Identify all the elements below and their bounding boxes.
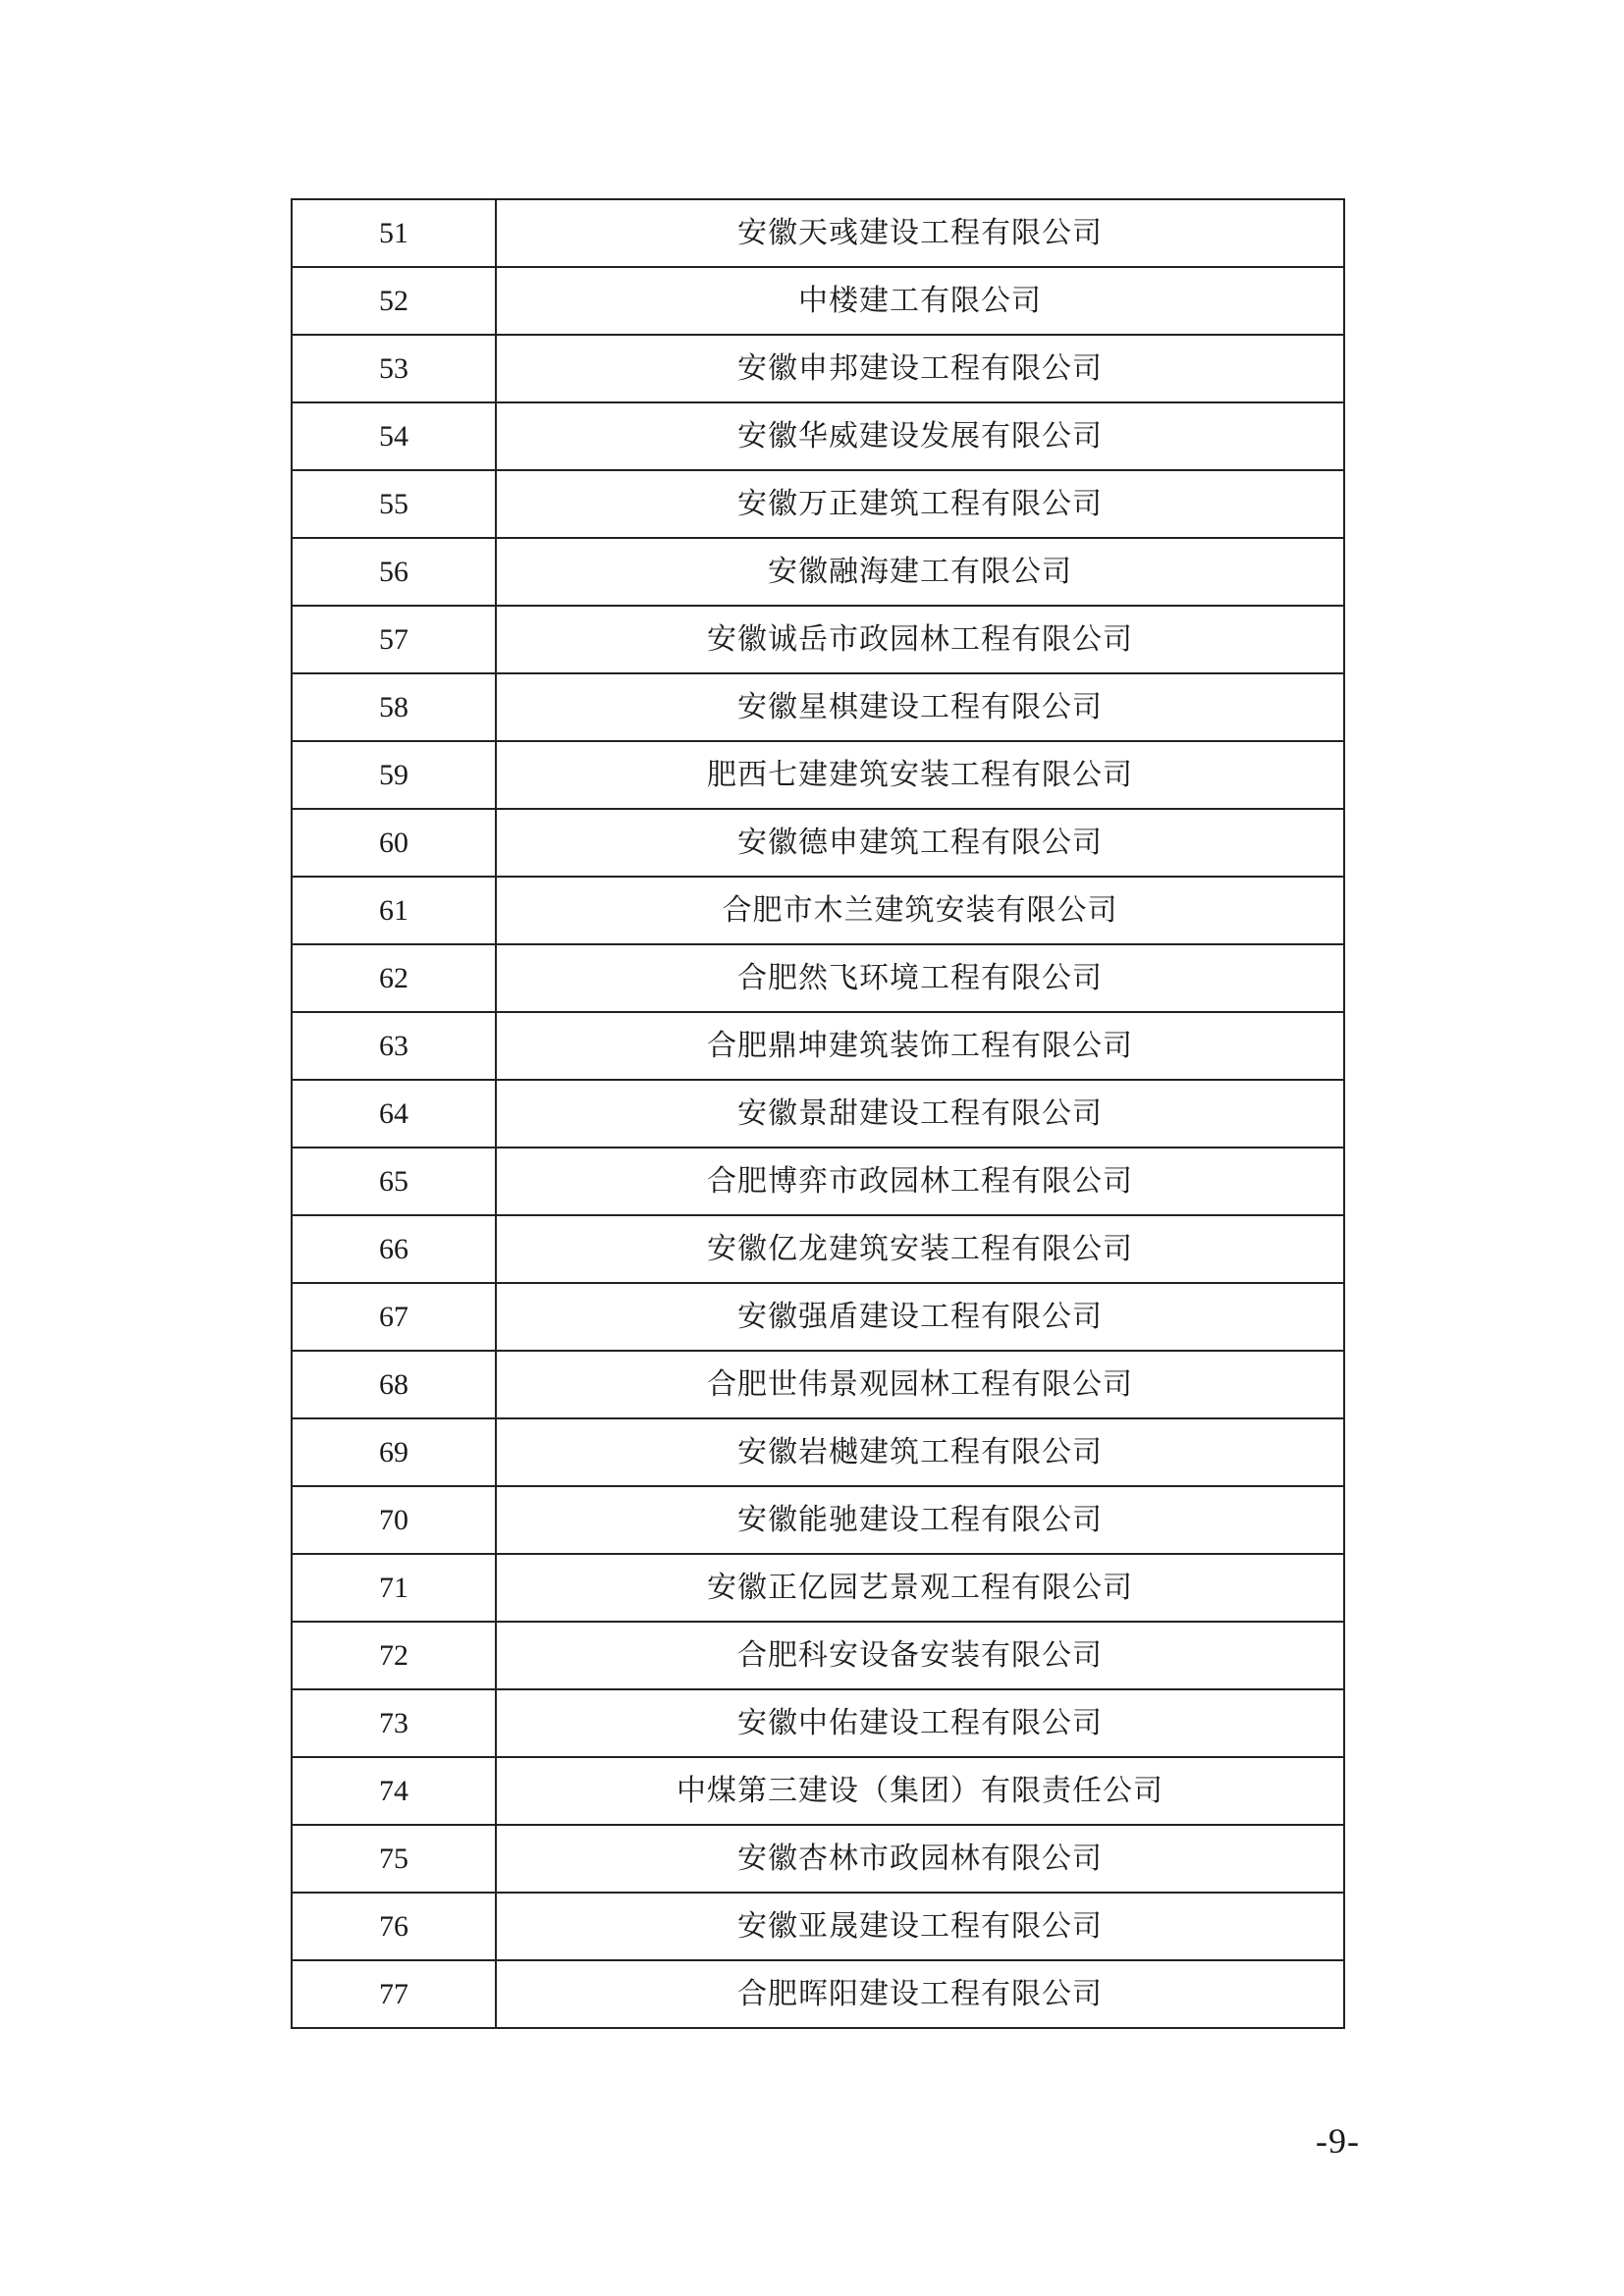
row-number: 51 <box>292 199 496 267</box>
row-number: 58 <box>292 673 496 741</box>
table-row <box>292 1689 1344 1757</box>
table-row <box>292 335 1344 402</box>
table-row <box>292 1757 1344 1825</box>
company-name: 合肥世伟景观园林工程有限公司 <box>496 1351 1344 1418</box>
company-list-table <box>291 198 1345 2029</box>
company-name: 安徽景甜建设工程有限公司 <box>496 1080 1344 1148</box>
table-row <box>292 1012 1344 1080</box>
table-row <box>292 877 1344 944</box>
company-name: 安徽星棋建设工程有限公司 <box>496 673 1344 741</box>
row-number: 62 <box>292 944 496 1012</box>
company-name: 合肥市木兰建筑安装有限公司 <box>496 877 1344 944</box>
table-row <box>292 1622 1344 1689</box>
table-row <box>292 1554 1344 1622</box>
row-number: 70 <box>292 1486 496 1554</box>
row-number: 67 <box>292 1283 496 1351</box>
company-name: 合肥科安设备安装有限公司 <box>496 1622 1344 1689</box>
company-name: 中楼建工有限公司 <box>496 267 1344 335</box>
table-row <box>292 1893 1344 1960</box>
company-name: 安徽天彧建设工程有限公司 <box>496 199 1344 267</box>
row-number: 56 <box>292 538 496 606</box>
company-name: 安徽杏林市政园林有限公司 <box>496 1825 1344 1893</box>
company-name: 安徽诚岳市政园林工程有限公司 <box>496 606 1344 673</box>
row-number: 63 <box>292 1012 496 1080</box>
table-row <box>292 199 1344 267</box>
table-row <box>292 470 1344 538</box>
company-name: 安徽中佑建设工程有限公司 <box>496 1689 1344 1757</box>
row-number: 77 <box>292 1960 496 2028</box>
table-row <box>292 1825 1344 1893</box>
row-number: 61 <box>292 877 496 944</box>
company-name: 合肥晖阳建设工程有限公司 <box>496 1960 1344 2028</box>
company-name: 安徽德申建筑工程有限公司 <box>496 809 1344 877</box>
row-number: 64 <box>292 1080 496 1148</box>
table-row <box>292 1418 1344 1486</box>
table-row <box>292 741 1344 809</box>
row-number: 69 <box>292 1418 496 1486</box>
table-row <box>292 1080 1344 1148</box>
company-name: 安徽正亿园艺景观工程有限公司 <box>496 1554 1344 1622</box>
company-name: 合肥鼎坤建筑装饰工程有限公司 <box>496 1012 1344 1080</box>
table-row <box>292 944 1344 1012</box>
row-number: 68 <box>292 1351 496 1418</box>
row-number: 55 <box>292 470 496 538</box>
table-row <box>292 673 1344 741</box>
company-name: 安徽强盾建设工程有限公司 <box>496 1283 1344 1351</box>
table-row <box>292 1148 1344 1215</box>
row-number: 65 <box>292 1148 496 1215</box>
row-number: 54 <box>292 402 496 470</box>
company-name: 安徽亿龙建筑安装工程有限公司 <box>496 1215 1344 1283</box>
page-number: -9- <box>1316 2121 1360 2161</box>
row-number: 60 <box>292 809 496 877</box>
company-name: 安徽申邦建设工程有限公司 <box>496 335 1344 402</box>
row-number: 73 <box>292 1689 496 1757</box>
table-row <box>292 402 1344 470</box>
company-name: 安徽华威建设发展有限公司 <box>496 402 1344 470</box>
table-row <box>292 1283 1344 1351</box>
table-row <box>292 606 1344 673</box>
company-name: 合肥博弈市政园林工程有限公司 <box>496 1148 1344 1215</box>
company-name: 安徽融海建工有限公司 <box>496 538 1344 606</box>
row-number: 66 <box>292 1215 496 1283</box>
row-number: 75 <box>292 1825 496 1893</box>
company-name: 安徽能驰建设工程有限公司 <box>496 1486 1344 1554</box>
company-name: 安徽亚晟建设工程有限公司 <box>496 1893 1344 1960</box>
company-name: 安徽岩樾建筑工程有限公司 <box>496 1418 1344 1486</box>
table-row <box>292 1351 1344 1418</box>
company-name: 安徽万正建筑工程有限公司 <box>496 470 1344 538</box>
table-body <box>292 199 1344 2028</box>
row-number: 74 <box>292 1757 496 1825</box>
table-row <box>292 1215 1344 1283</box>
row-number: 59 <box>292 741 496 809</box>
company-name: 中煤第三建设（集团）有限责任公司 <box>496 1757 1344 1825</box>
row-number: 72 <box>292 1622 496 1689</box>
row-number: 71 <box>292 1554 496 1622</box>
company-name: 合肥然飞环境工程有限公司 <box>496 944 1344 1012</box>
row-number: 76 <box>292 1893 496 1960</box>
table-row <box>292 809 1344 877</box>
row-number: 52 <box>292 267 496 335</box>
company-name: 肥西七建建筑安装工程有限公司 <box>496 741 1344 809</box>
table-row <box>292 1960 1344 2028</box>
row-number: 57 <box>292 606 496 673</box>
table-row <box>292 1486 1344 1554</box>
table-row <box>292 538 1344 606</box>
table-row <box>292 267 1344 335</box>
row-number: 53 <box>292 335 496 402</box>
